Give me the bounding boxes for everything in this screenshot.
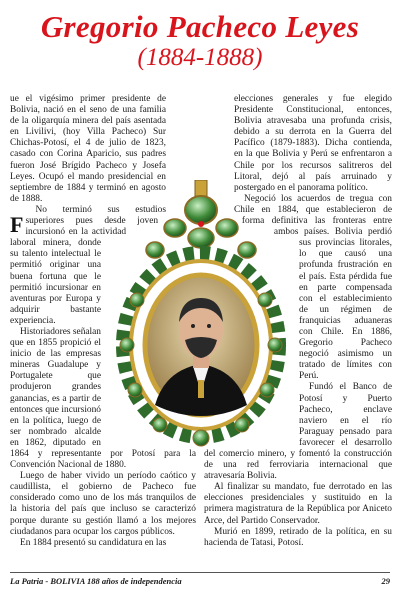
presidential-medal — [115, 180, 287, 450]
right-paragraph-1: elecciones generales y fue elegido Presidente Constitucional, entonces, Bolivia atravesaba una profunda crisis, debido a su derrota en la Guerra del Pacífico (1879-1883). Dicha contienda, en la que Bolivia y Perú se enfrentaron a Chile por los recursos salitreros del Litoral, dejó al país arruinado y postergado en el panorama político. — [234, 94, 392, 193]
right-paragraph-4: Al finalizar su mandato, fue derrotado en las elecciones presidenciales y sustituido en la primera magistratura de la República por Aniceto Arce, del Partido Conservador. — [204, 482, 392, 526]
left-paragraph-5: En 1884 presentó su candidatura en las — [20, 537, 167, 548]
right-paragraph-3: Fundó el Banco de Potosí y Puerto Pacheco, enclave naviero en el río Paraguay pensado para favorecer el desarrollo del comercio minero, y fomentó la construcción de una red ferroviaria internacional que atravesaría Bolivia. — [204, 382, 392, 482]
left-paragraph-2: No terminó sus estudios superiores pues desde joven incursionó en la actividad laboral minera, donde su talento intelectual le permitió originar una buena fortuna que le permitió incursionar en aventuras por Europa y adquirir bastante experiencia. — [10, 204, 166, 326]
portrait — [145, 275, 257, 416]
right-paragraph-5: Murió en 1899, retirado de la política, en su hacienda de Tatasi, Potosí. — [204, 526, 392, 548]
left-paragraph-4: Luego de haber vivido un período caótico y caudillista, el gobierno de Pacheco fue considerado como uno de los más tranquilos de la historia del país que incluso se caracterizó porque durante su gestión llamó a los mejores ciudadanos para ocupar los cargos públicos. — [10, 471, 196, 537]
left-paragraph-1: ue el vigésimo primer presidente de Bolivia, nació en el seno de una familia de la oligarquía minera del país asentada en Livilivi, (hoy Villa Pacheco) Sur Chichas-Potosí, el 4 de julio de 1823, casado con Corina Aparicio, sus padres fueron José Brígido Pacheco y Josefa Leyes. Ocupó el mando presidencial en septiembre de 1884 y terminó en agosto de 1888. — [10, 94, 166, 204]
drop-cap: F — [10, 212, 24, 237]
right-paragraph-2: Negoció los acuerdos de tregua con Chile en 1884, que establecieron de forma definitiva las fronteras entre ambos países. Bolivia perdió sus provincias litorales, lo que causó una profunda frustración en el país. Esta pérdida fue en parte compensada con el establecimiento de un régimen de franquicias aduaneras con Chile. En 1886, Gregorio Pacheco negoció asimismo un tratado de límites con Perú. — [234, 193, 392, 382]
presidency-years: (1884-1888) — [137, 44, 263, 71]
left-paragraph-3: Historiadores señalan que en 1855 propició el inicio de las empresas mineras Guadalupe y Portugalete que produjeron grandes ganancias, es a partir de entonces que incursionó en la política, luego de ser nombrado alcalde en 1862, diputado en 1864 y representante por Potosí para la Convención Nacional de 1880. — [10, 326, 196, 471]
page-number: 29 — [381, 576, 390, 586]
page-title: Gregorio Pacheco Leyes — [40, 9, 360, 44]
footer — [10, 576, 390, 586]
footer-rule — [10, 572, 390, 573]
footer-publication: La Patria - BOLIVIA 188 años de independencia — [10, 576, 182, 586]
